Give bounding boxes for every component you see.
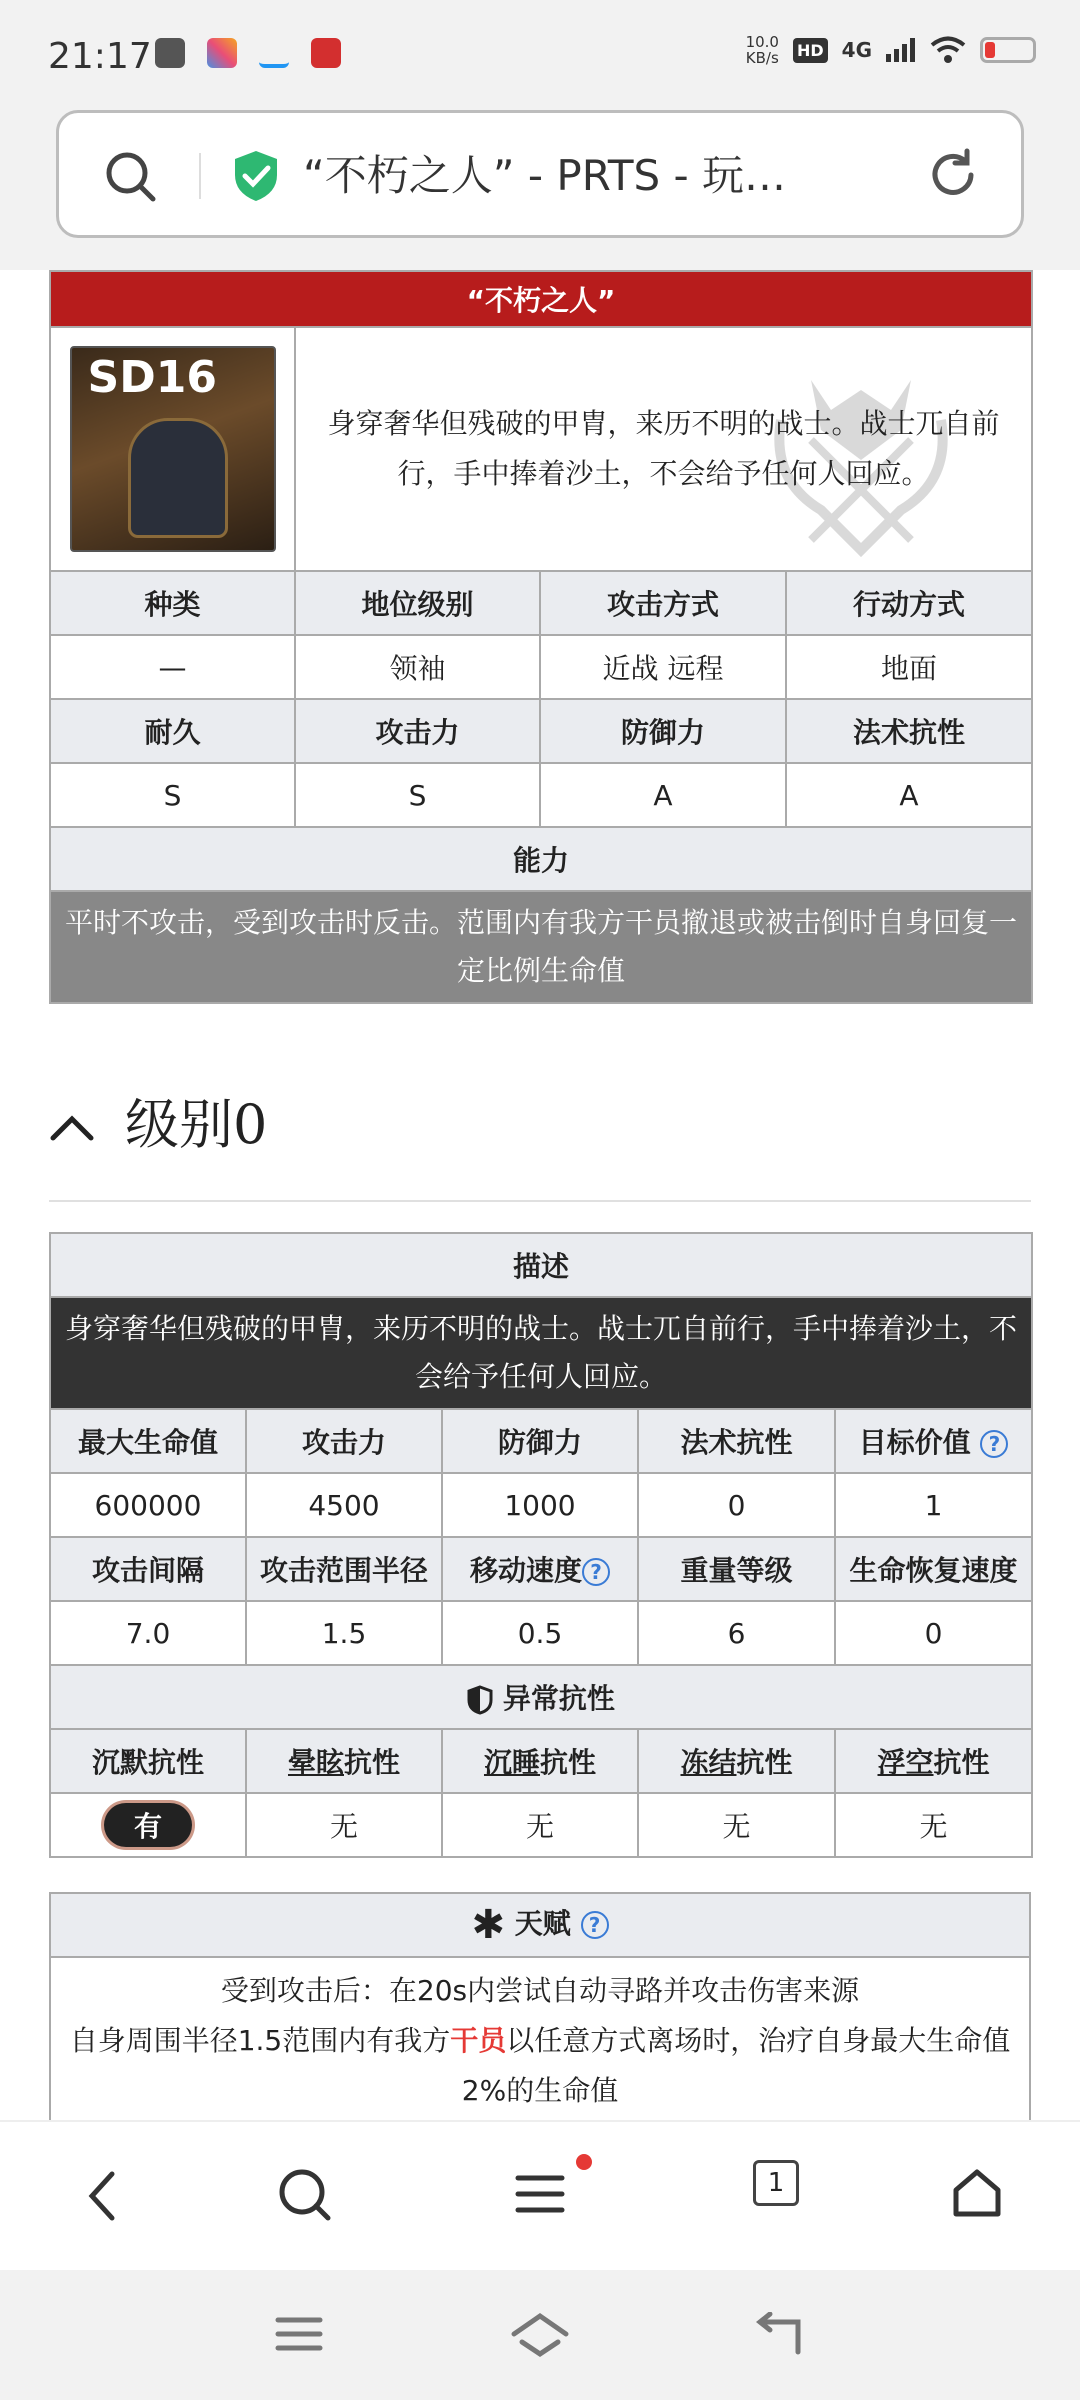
page-content: [0, 270, 1080, 2120]
header-rank: 地位级别: [295, 571, 540, 635]
status-badge: 有: [104, 1803, 192, 1847]
search-icon[interactable]: [103, 149, 159, 205]
shield-icon: [467, 1685, 493, 1715]
value-atk: 4500: [246, 1473, 442, 1537]
stun-link[interactable]: 晕眩: [287, 1746, 344, 1779]
header-def: 防御力: [442, 1409, 638, 1473]
value-res: 0: [638, 1473, 835, 1537]
header-attack-range: 攻击范围半径: [246, 1537, 442, 1601]
header-stun-resist: 晕眩抗性: [246, 1729, 442, 1793]
value-defense: A: [540, 763, 786, 827]
notification-dot: [576, 2154, 592, 2170]
header-attack-interval: 攻击间隔: [50, 1537, 246, 1601]
wifi-icon: [930, 36, 966, 64]
download-icon: [259, 38, 289, 68]
header-arts-resist: 法术抗性: [786, 699, 1032, 763]
app-notification-icon: [155, 38, 185, 68]
value-move-speed: 0.5: [442, 1601, 638, 1665]
value-sleep-resist: 无: [442, 1793, 638, 1857]
network-type: 4G: [841, 38, 872, 62]
section-divider: [49, 1200, 1031, 1202]
value-levitate-resist: 无: [835, 1793, 1032, 1857]
header-attack-type: 攻击方式: [540, 571, 786, 635]
value-type: —: [50, 635, 295, 699]
chevron-up-icon[interactable]: [49, 1112, 95, 1142]
hd-badge: HD: [793, 38, 828, 63]
header-attack: 攻击力: [295, 699, 540, 763]
talent-line-1: 受到攻击后：在20s内尝试自动寻路并攻击伤害来源: [220, 1974, 860, 2007]
enemy-name-header: “不朽之人”: [50, 271, 1032, 327]
header-levitate-resist: 浮空抗性: [835, 1729, 1032, 1793]
level-section-toggle[interactable]: [49, 1072, 1031, 1172]
app-notification-icon: [311, 38, 341, 68]
network-speed: 10.0 KB/s: [745, 33, 779, 67]
search-icon[interactable]: [276, 2166, 334, 2224]
help-icon[interactable]: ?: [582, 1558, 610, 1586]
header-target-value: 目标价值 ?: [835, 1409, 1032, 1473]
help-icon[interactable]: ?: [980, 1430, 1008, 1458]
value-max-hp: 600000: [50, 1473, 246, 1537]
value-target-value: 1: [835, 1473, 1032, 1537]
header-regen: 生命恢复速度: [835, 1537, 1032, 1601]
level-stats-table: [49, 1232, 1033, 1858]
value-rank: 领袖: [295, 635, 540, 699]
talent-body: [50, 1957, 1030, 2120]
recents-icon[interactable]: [274, 2312, 324, 2356]
divider: [199, 153, 201, 199]
enemy-info-table: [49, 270, 1033, 1004]
header-endurance: 耐久: [50, 699, 295, 763]
sleep-link[interactable]: 沉睡: [483, 1746, 540, 1779]
talent-table: [49, 1892, 1031, 2120]
talent-line-2: 自身周围半径1.5范围内有我方干员以任意方式离场时，治疗自身最大生命值2%的生命值: [69, 2024, 1011, 2107]
menu-icon[interactable]: [512, 2166, 568, 2222]
header-freeze-resist: 冻结抗性: [638, 1729, 835, 1793]
home-icon[interactable]: [510, 2312, 570, 2360]
enemy-portrait[interactable]: [70, 346, 276, 552]
help-icon[interactable]: ?: [581, 1911, 609, 1939]
browser-bottom-nav: [0, 2120, 1080, 2270]
header-movement: 行动方式: [786, 571, 1032, 635]
back-icon[interactable]: [82, 2166, 122, 2226]
header-type: 种类: [50, 571, 295, 635]
resist-header: 异常抗性: [50, 1665, 1032, 1729]
desc-header: 描述: [50, 1233, 1032, 1297]
enemy-portrait-cell: [50, 327, 295, 571]
talent-header: ✱ 天赋 ?: [50, 1893, 1030, 1957]
shield-check-icon: [231, 149, 281, 203]
header-res: 法术抗性: [638, 1409, 835, 1473]
value-freeze-resist: 无: [638, 1793, 835, 1857]
battery-icon: [980, 37, 1036, 63]
address-bar[interactable]: [56, 110, 1024, 238]
page-title[interactable]: “不朽之人” - PRTS - 玩…: [303, 151, 787, 200]
clock: 21:17: [48, 36, 152, 77]
header-move-speed: 移动速度 ?: [442, 1537, 638, 1601]
value-silence-resist: [50, 1793, 246, 1857]
status-right: [746, 34, 1036, 66]
header-atk: 攻击力: [246, 1409, 442, 1473]
asterisk-icon: ✱: [471, 1902, 505, 1948]
value-attack-interval: 7.0: [50, 1601, 246, 1665]
value-endurance: S: [50, 763, 295, 827]
value-stun-resist: 无: [246, 1793, 442, 1857]
value-weight: 6: [638, 1601, 835, 1665]
signal-icon: [886, 38, 916, 62]
enemy-figure: [128, 418, 228, 538]
freeze-link[interactable]: 冻结: [680, 1746, 737, 1779]
value-regen: 0: [835, 1601, 1032, 1665]
home-icon[interactable]: [950, 2166, 1004, 2220]
value-movement: 地面: [786, 635, 1032, 699]
header-defense: 防御力: [540, 699, 786, 763]
status-bar: [0, 0, 1080, 100]
enemy-description: 身穿奢华但残破的甲胄，来历不明的战士。战士兀自前行，手中捧着沙土，不会给予任何人回应。: [327, 407, 1000, 490]
system-nav-bar: [0, 2270, 1080, 2400]
app-notification-icon: [207, 38, 237, 68]
value-attack-type: 近战 远程: [540, 635, 786, 699]
enemy-code: SD16: [87, 352, 217, 403]
value-def: 1000: [442, 1473, 638, 1537]
header-max-hp: 最大生命值: [50, 1409, 246, 1473]
tabs-button[interactable]: 1: [753, 2160, 799, 2206]
header-weight: 重量等级: [638, 1537, 835, 1601]
value-attack-range: 1.5: [246, 1601, 442, 1665]
value-arts-resist: A: [786, 763, 1032, 827]
levitate-link[interactable]: 浮空: [877, 1746, 934, 1779]
operator-link[interactable]: 干员: [450, 2024, 507, 2057]
level-description: 身穿奢华但残破的甲胄，来历不明的战士。战士兀自前行，手中捧着沙土，不会给予任何人回应。: [50, 1297, 1032, 1409]
ability-header: 能力: [50, 827, 1032, 891]
section-title: 级别0: [125, 1093, 268, 1156]
enemy-description-cell: [295, 327, 1032, 571]
back-icon[interactable]: [754, 2312, 804, 2360]
browser-toolbar: [0, 100, 1080, 270]
notification-icons: [155, 38, 341, 68]
header-silence-resist: 沉默抗性: [50, 1729, 246, 1793]
ability-text: 平时不攻击，受到攻击时反击。范围内有我方干员撤退或被击倒时自身回复一定比例生命值: [50, 891, 1032, 1003]
reload-icon[interactable]: [925, 147, 981, 203]
value-attack: S: [295, 763, 540, 827]
header-sleep-resist: 沉睡抗性: [442, 1729, 638, 1793]
